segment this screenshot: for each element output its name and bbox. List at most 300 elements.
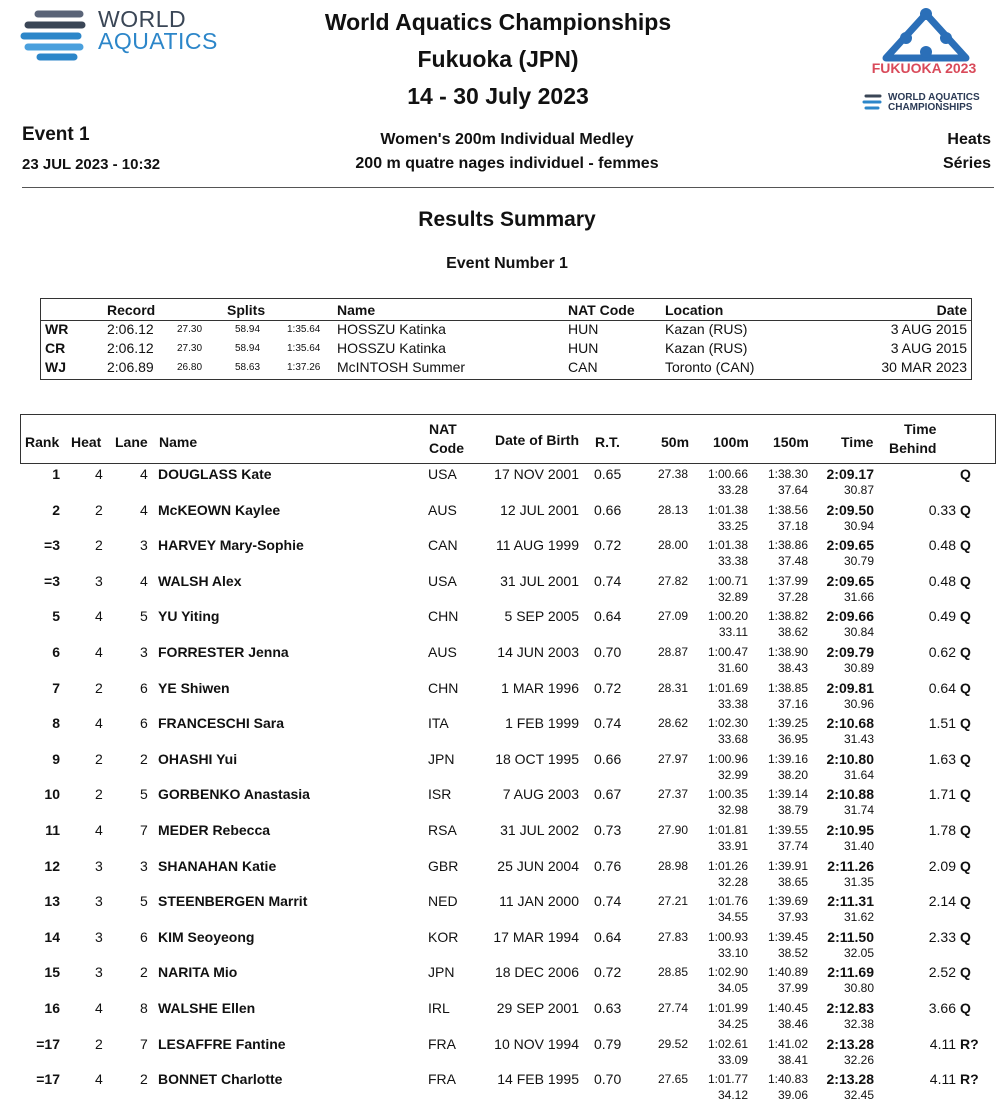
championships-mini-text — [888, 93, 980, 113]
result-row — [20, 1000, 996, 1036]
result-rank: 9 — [52, 750, 60, 767]
result-split-100: 1:02.61 — [707, 1036, 748, 1051]
result-name: STEENBERGEN Marrit — [158, 893, 308, 910]
results-table-header — [20, 414, 996, 464]
col-heat: Heat — [71, 434, 102, 450]
result-split-100: 1:00.93 — [707, 929, 748, 944]
result-diff-150: 38.46 — [777, 1017, 808, 1031]
result-split-50: 28.13 — [657, 502, 688, 517]
mini-text-line-2: CHAMPIONSHIPS — [888, 102, 973, 113]
result-rank: 10 — [44, 786, 60, 803]
result-split-150: 1:38.90 — [767, 645, 808, 659]
result-name: MEDER Rebecca — [158, 822, 271, 838]
result-split-100: 1:02.90 — [707, 965, 748, 980]
title-line-3: 14 - 30 July 2023 — [407, 83, 589, 109]
result-split-50: 29.52 — [657, 1036, 688, 1051]
result-rank: 5 — [52, 608, 60, 625]
record-location: Toronto (CAN) — [665, 359, 755, 375]
result-row — [20, 822, 996, 858]
col-50m: 50m — [661, 434, 690, 450]
result-diff-100: 33.68 — [717, 732, 748, 747]
result-split-50: 27.74 — [657, 1001, 688, 1015]
result-time: 2:11.69 — [827, 964, 874, 981]
result-rank: 11 — [45, 822, 60, 838]
record-date: 30 MAR 2023 — [881, 359, 967, 375]
result-diff-100: 32.99 — [717, 767, 748, 782]
record-split-100: 58.94 — [235, 343, 261, 354]
result-split-100: 1:01.81 — [707, 823, 748, 837]
result-lane: 8 — [140, 1000, 148, 1016]
result-lane: 5 — [140, 893, 148, 910]
records-header-name: Name — [337, 302, 376, 318]
col-lane: Lane — [115, 434, 148, 450]
result-rank: =17 — [36, 1071, 60, 1088]
result-rt: 0.66 — [594, 501, 622, 518]
result-split-50: 27.90 — [657, 823, 688, 837]
result-time: 2:10.80 — [826, 750, 874, 767]
result-rt: 0.74 — [594, 572, 622, 589]
result-nat: AUS — [428, 644, 457, 660]
result-qualifier: Q — [960, 572, 971, 589]
result-diff-200: 32.05 — [843, 945, 874, 960]
result-rt: 0.70 — [594, 1071, 622, 1088]
result-nat: FRA — [428, 1071, 456, 1088]
result-dob: 31 JUL 2002 — [500, 822, 579, 838]
result-rt: 0.67 — [594, 786, 622, 803]
record-row — [41, 340, 971, 360]
result-split-100: 1:00.71 — [707, 573, 748, 588]
result-nat: CAN — [428, 537, 458, 554]
result-heat: 4 — [95, 715, 103, 732]
result-time: 2:10.68 — [826, 715, 874, 732]
result-qualifier: Q — [960, 679, 971, 696]
result-qualifier: Q — [960, 715, 971, 732]
result-dob: 14 JUN 2003 — [497, 644, 579, 660]
result-dob: 14 FEB 1995 — [497, 1071, 579, 1088]
result-qualifier: Q — [960, 537, 971, 554]
result-nat: KOR — [428, 928, 459, 945]
result-split-100: 1:00.66 — [707, 467, 748, 481]
result-time: 2:12.83 — [826, 1000, 874, 1016]
result-time: 2:09.79 — [826, 644, 874, 660]
result-qualifier: Q — [960, 857, 971, 874]
result-rank: 6 — [52, 644, 60, 660]
result-time-behind: 0.64 — [928, 679, 956, 696]
result-diff-150: 38.20 — [777, 767, 808, 782]
col-name: Name — [159, 434, 198, 450]
result-diff-150: 38.79 — [777, 803, 808, 818]
result-diff-100: 32.28 — [717, 874, 748, 889]
record-nat: CAN — [568, 359, 598, 375]
event-number-label: Event Number 1 — [446, 255, 568, 272]
event-number: Event 1 — [22, 124, 90, 145]
result-time: 2:13.28 — [826, 1071, 874, 1088]
result-rank: 2 — [52, 501, 60, 518]
result-row — [20, 1036, 996, 1072]
result-qualifier: Q — [960, 1000, 971, 1016]
result-diff-100: 33.11 — [718, 625, 748, 640]
result-time-behind: 1.71 — [928, 786, 956, 803]
result-diff-200: 30.84 — [843, 625, 874, 640]
record-split-50: 27.30 — [177, 324, 203, 335]
wordmark-line-1: WORLD — [98, 6, 187, 32]
record-split-150: 1:37.26 — [287, 362, 321, 373]
result-diff-200: 30.80 — [843, 981, 874, 996]
result-time: 2:09.50 — [826, 501, 874, 518]
result-nat: JPN — [428, 964, 455, 981]
result-row — [20, 537, 996, 573]
result-heat: 2 — [95, 1035, 103, 1052]
result-time: 2:09.66 — [826, 608, 874, 625]
result-split-150: 1:39.55 — [767, 823, 808, 837]
result-rt: 0.76 — [594, 857, 622, 874]
result-split-100: 1:01.38 — [707, 502, 748, 517]
result-time-behind: 4.11 — [929, 1035, 956, 1052]
fukuoka-logo-mark — [858, 6, 994, 66]
result-row — [20, 786, 996, 822]
result-diff-100: 33.25 — [717, 518, 748, 533]
result-nat: ITA — [428, 715, 449, 732]
result-row — [20, 608, 996, 644]
result-rt: 0.74 — [594, 893, 622, 910]
result-diff-200: 30.89 — [843, 661, 874, 675]
result-lane: 3 — [140, 537, 148, 554]
records-header-location: Location — [665, 302, 724, 318]
result-time: 2:13.28 — [826, 1035, 874, 1052]
result-time-behind: 0.33 — [928, 501, 956, 518]
result-row — [20, 858, 996, 894]
result-split-150: 1:41.02 — [767, 1036, 808, 1051]
result-rt: 0.72 — [594, 679, 622, 696]
result-split-150: 1:39.91 — [767, 858, 808, 873]
result-time: 2:11.50 — [827, 928, 874, 945]
result-dob: 11 AUG 1999 — [495, 537, 579, 554]
result-name: WALSH Alex — [158, 572, 242, 589]
record-row — [41, 359, 971, 379]
record-time: 2:06.12 — [107, 340, 154, 356]
records-header-date: Date — [936, 302, 967, 318]
result-diff-200: 30.79 — [843, 554, 874, 569]
record-nat: HUN — [568, 321, 599, 337]
records-header-splits: Splits — [227, 302, 266, 318]
result-split-150: 1:38.30 — [767, 467, 808, 481]
result-diff-200: 30.96 — [843, 696, 874, 711]
result-split-50: 27.82 — [657, 573, 688, 588]
result-heat: 4 — [95, 1000, 103, 1016]
result-lane: 4 — [140, 466, 148, 482]
result-split-150: 1:40.45 — [767, 1001, 808, 1015]
result-time-behind: 2.33 — [928, 928, 956, 945]
result-name: OHASHI Yui — [158, 750, 238, 767]
event-info-center — [0, 128, 996, 176]
result-qualifier: Q — [960, 964, 971, 981]
result-diff-150: 38.62 — [777, 625, 808, 640]
result-split-150: 1:39.14 — [767, 787, 808, 802]
championship-title — [0, 4, 996, 115]
result-split-50: 27.21 — [657, 894, 688, 909]
result-split-50: 27.97 — [657, 751, 688, 766]
result-row — [20, 964, 996, 1000]
result-dob: 17 MAR 1994 — [493, 928, 579, 945]
result-rank: 7 — [52, 679, 60, 696]
result-dob: 11 JAN 2000 — [499, 893, 579, 910]
result-heat: 4 — [95, 466, 103, 482]
result-lane: 3 — [140, 644, 148, 660]
result-diff-200: 31.35 — [843, 874, 874, 889]
result-qualifier: Q — [960, 893, 971, 910]
result-qualifier: Q — [960, 501, 971, 518]
result-diff-200: 32.26 — [843, 1052, 874, 1067]
col-dob: Date of Birth — [495, 432, 579, 448]
result-time-behind: 0.49 — [928, 608, 956, 625]
result-split-100: 1:02.30 — [707, 716, 748, 731]
result-split-50: 27.09 — [657, 609, 688, 624]
result-name: HARVEY Mary-Sophie — [158, 537, 304, 554]
record-split-100: 58.63 — [235, 362, 261, 373]
result-nat: JPN — [428, 750, 455, 767]
result-time: 2:10.88 — [826, 786, 874, 803]
result-split-150: 1:39.25 — [767, 716, 808, 731]
result-diff-200: 31.64 — [843, 767, 874, 782]
result-split-100: 1:01.99 — [707, 1001, 748, 1015]
result-split-100: 1:00.35 — [707, 787, 748, 802]
result-diff-150: 37.28 — [777, 589, 808, 604]
results-summary-title: Results Summary — [418, 208, 596, 231]
result-rt: 0.74 — [594, 715, 622, 732]
result-name: BONNET Charlotte — [158, 1071, 283, 1088]
result-time-behind: 0.62 — [928, 644, 956, 660]
col-behind-1: Time — [904, 421, 937, 437]
result-split-100: 1:01.38 — [707, 538, 748, 553]
result-qualifier: Q — [960, 750, 971, 767]
result-lane: 6 — [140, 715, 148, 732]
record-date: 3 AUG 2015 — [890, 321, 967, 337]
result-name: KIM Seoyeong — [158, 928, 255, 945]
result-rt: 0.65 — [594, 466, 622, 482]
result-rt: 0.70 — [594, 644, 622, 660]
result-split-150: 1:38.82 — [767, 609, 808, 624]
result-diff-150: 37.16 — [777, 696, 808, 711]
result-diff-150: 37.74 — [777, 839, 808, 853]
result-split-100: 1:01.26 — [707, 858, 748, 873]
record-split-150: 1:35.64 — [287, 343, 321, 354]
records-table — [40, 298, 972, 380]
result-heat: 2 — [95, 501, 103, 518]
record-time: 2:06.89 — [107, 359, 154, 375]
result-time: 2:09.65 — [826, 572, 874, 589]
result-time-behind: 1.63 — [928, 750, 956, 767]
result-dob: 1 MAR 1996 — [501, 679, 579, 696]
result-diff-100: 33.38 — [717, 554, 748, 569]
result-qualifier: Q — [960, 822, 971, 838]
record-split-150: 1:35.64 — [287, 324, 321, 335]
result-qualifier: R? — [960, 1071, 979, 1088]
record-type: CR — [45, 340, 66, 356]
result-rt: 0.64 — [594, 608, 622, 625]
result-time: 2:11.31 — [827, 893, 874, 910]
result-split-100: 1:00.47 — [707, 645, 748, 659]
result-time-behind: 2.52 — [928, 964, 956, 981]
col-behind-2: Behind — [889, 440, 937, 456]
result-heat: 2 — [95, 679, 103, 696]
result-diff-200: 31.74 — [843, 803, 874, 818]
result-row — [20, 929, 996, 965]
result-diff-200: 31.43 — [843, 732, 874, 747]
record-split-50: 27.30 — [177, 343, 203, 354]
result-diff-200: 32.38 — [843, 1017, 874, 1031]
event-datetime: 23 JUL 2023 - 10:32 — [22, 156, 161, 173]
result-diff-100: 33.10 — [717, 945, 748, 960]
result-lane: 3 — [140, 857, 148, 874]
result-nat: USA — [428, 572, 457, 589]
result-diff-200: 30.94 — [843, 518, 874, 533]
result-row — [20, 715, 996, 751]
result-row — [20, 1071, 996, 1107]
result-diff-100: 31.60 — [717, 661, 748, 675]
result-lane: 7 — [140, 822, 148, 838]
result-split-50: 27.83 — [657, 929, 688, 944]
result-diff-100: 33.38 — [717, 696, 748, 711]
result-qualifier: Q — [960, 644, 971, 660]
event-name-en: Women's 200m Individual Medley — [380, 131, 634, 148]
result-rank: =17 — [36, 1035, 60, 1052]
result-split-150: 1:38.56 — [767, 502, 808, 517]
result-rt: 0.66 — [594, 750, 622, 767]
result-split-100: 1:01.69 — [707, 680, 748, 695]
result-name: WALSHE Ellen — [158, 1000, 256, 1016]
col-rank: Rank — [25, 434, 60, 450]
result-lane: 4 — [140, 572, 148, 589]
result-diff-100: 32.89 — [717, 589, 748, 604]
header-divider — [22, 187, 994, 188]
result-diff-200: 31.66 — [843, 589, 874, 604]
event-name-fr: 200 m quatre nages individuel - femmes — [355, 155, 659, 172]
result-rt: 0.73 — [594, 822, 622, 838]
result-diff-150: 37.18 — [777, 518, 808, 533]
result-rt: 0.64 — [594, 928, 622, 945]
record-date: 3 AUG 2015 — [890, 340, 967, 356]
result-name: YU Yiting — [158, 608, 220, 625]
result-diff-100: 33.09 — [717, 1052, 748, 1067]
result-split-150: 1:39.69 — [767, 894, 808, 909]
result-dob: 7 AUG 2003 — [502, 786, 579, 803]
result-rank: 1 — [52, 466, 60, 482]
result-diff-150: 36.95 — [777, 732, 808, 747]
result-split-50: 27.38 — [657, 467, 688, 481]
result-diff-100: 32.98 — [717, 803, 748, 818]
result-dob: 18 OCT 1995 — [495, 750, 579, 767]
result-lane: 2 — [140, 964, 148, 981]
result-split-150: 1:40.83 — [767, 1072, 808, 1087]
result-split-100: 1:00.20 — [707, 609, 748, 624]
result-nat: RSA — [428, 822, 457, 838]
result-name: McKEOWN Kaylee — [158, 501, 281, 518]
result-dob: 18 DEC 2006 — [494, 964, 579, 981]
result-nat: FRA — [428, 1035, 456, 1052]
result-split-50: 28.31 — [657, 680, 688, 695]
record-time: 2:06.12 — [107, 321, 154, 337]
record-holder: HOSSZU Katinka — [337, 340, 446, 356]
records-header-record: Record — [107, 302, 156, 318]
col-150m: 150m — [773, 434, 809, 450]
result-split-150: 1:40.89 — [767, 965, 808, 980]
result-row — [20, 466, 996, 502]
result-rank: 16 — [44, 1000, 60, 1016]
result-heat: 4 — [95, 644, 103, 660]
record-type: WR — [45, 321, 69, 337]
result-split-50: 28.98 — [657, 858, 688, 873]
result-rank: 13 — [44, 893, 60, 910]
result-split-150: 1:38.85 — [767, 680, 808, 695]
result-split-50: 28.00 — [657, 538, 688, 553]
result-lane: 2 — [140, 750, 148, 767]
col-nat-2: Code — [429, 440, 464, 456]
result-rank: 8 — [52, 715, 60, 732]
result-dob: 1 FEB 1999 — [505, 715, 579, 732]
result-diff-150: 37.64 — [777, 483, 808, 497]
result-split-100: 1:01.76 — [707, 894, 748, 909]
result-qualifier: Q — [960, 928, 971, 945]
result-heat: 4 — [95, 1071, 103, 1088]
result-diff-100: 33.91 — [717, 839, 748, 853]
record-row — [41, 321, 971, 341]
result-nat: USA — [428, 466, 457, 482]
result-rank: =3 — [44, 572, 60, 589]
result-diff-100: 34.25 — [717, 1017, 748, 1031]
result-name: FORRESTER Jenna — [158, 644, 289, 660]
result-time: 2:09.17 — [826, 466, 874, 482]
result-time: 2:11.26 — [827, 857, 874, 874]
event-phase-fr: Séries — [942, 155, 991, 172]
result-name: YE Shiwen — [158, 679, 230, 696]
result-qualifier: Q — [960, 608, 971, 625]
result-dob: 12 JUL 2001 — [500, 501, 579, 518]
result-heat: 3 — [95, 928, 103, 945]
result-time: 2:09.65 — [826, 537, 874, 554]
result-name: SHANAHAN Katie — [158, 857, 277, 874]
record-holder: HOSSZU Katinka — [337, 321, 446, 337]
result-row — [20, 644, 996, 680]
result-rank: 14 — [44, 928, 60, 945]
wordmark-line-2: AQUATICS — [98, 28, 218, 54]
result-row — [20, 502, 996, 538]
result-split-50: 28.62 — [657, 716, 688, 731]
result-row — [20, 573, 996, 609]
result-lane: 6 — [140, 679, 148, 696]
result-name: DOUGLASS Kate — [158, 466, 272, 482]
result-diff-100: 34.05 — [717, 981, 748, 996]
event-phase-en: Heats — [947, 131, 991, 148]
result-time-behind: 2.14 — [928, 893, 956, 910]
result-rank: =3 — [44, 537, 60, 554]
col-time: Time — [841, 434, 874, 450]
result-dob: 5 SEP 2005 — [504, 608, 579, 625]
result-diff-150: 38.52 — [777, 945, 808, 960]
result-rt: 0.72 — [594, 537, 622, 554]
result-heat: 2 — [95, 750, 103, 767]
record-type: WJ — [45, 359, 66, 375]
result-diff-150: 37.99 — [777, 981, 808, 996]
result-name: FRANCESCHI Sara — [158, 715, 285, 732]
result-lane: 2 — [140, 1071, 148, 1088]
result-split-50: 28.87 — [657, 645, 688, 659]
result-nat: NED — [428, 893, 458, 910]
result-split-150: 1:39.16 — [767, 751, 808, 766]
result-split-50: 28.85 — [657, 965, 688, 980]
result-split-150: 1:39.45 — [767, 929, 808, 944]
result-split-100: 1:01.77 — [707, 1072, 748, 1087]
result-time-behind: 0.48 — [928, 572, 956, 589]
